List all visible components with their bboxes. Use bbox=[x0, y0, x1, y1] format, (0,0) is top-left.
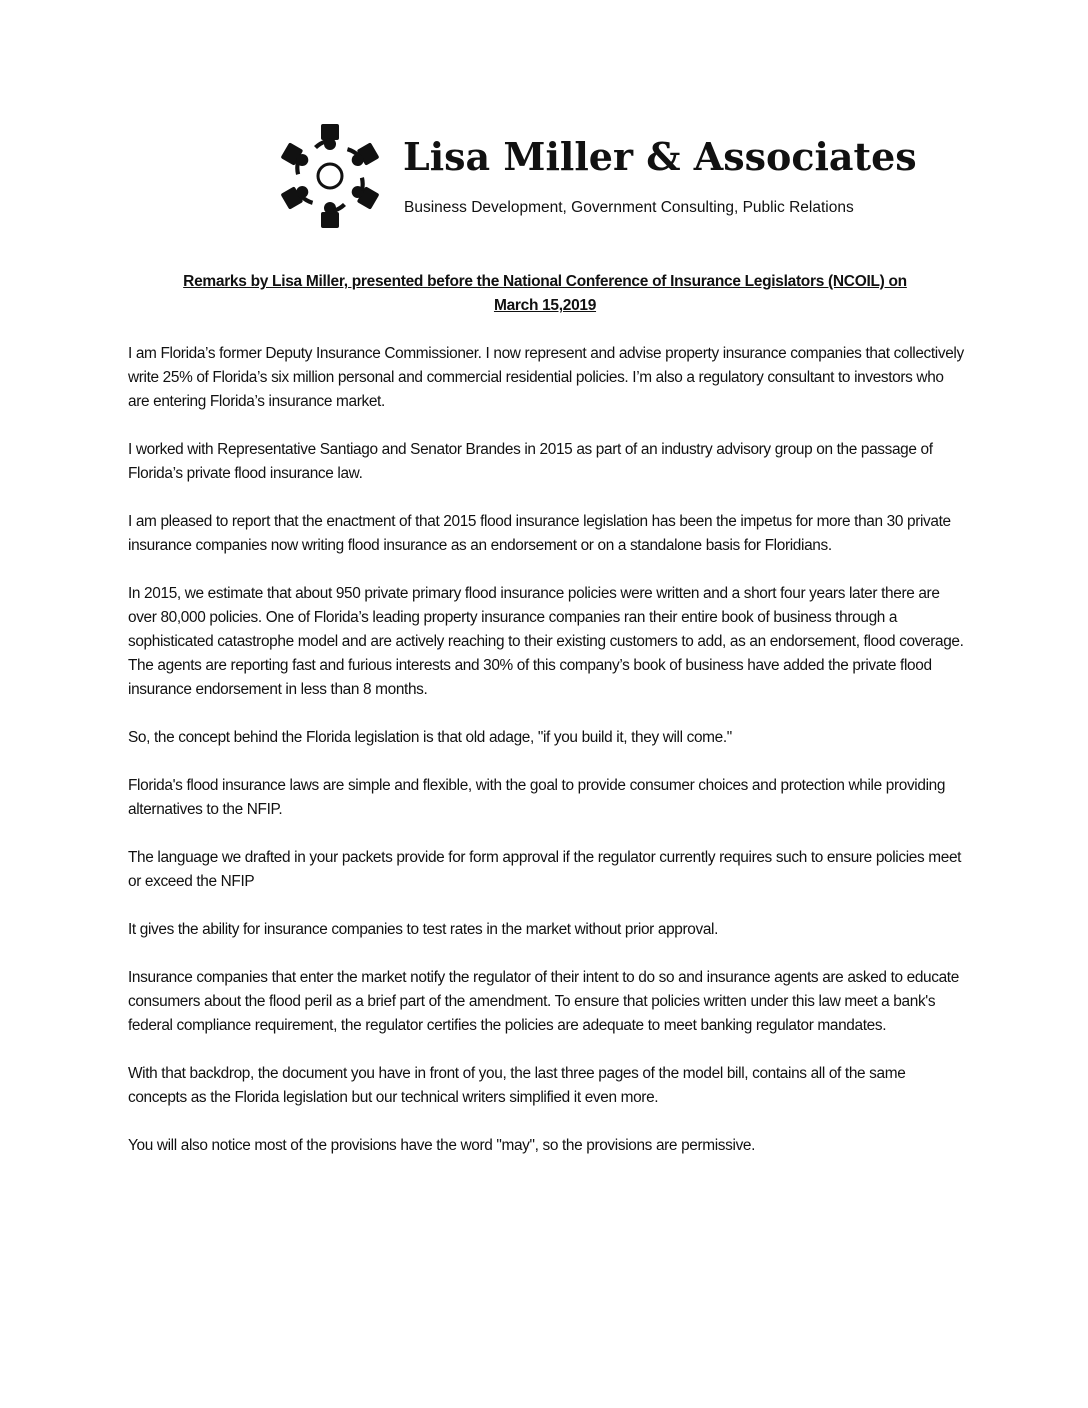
paragraph: I am Florida’s former Deputy Insurance Commissioner. I now represent and advise property insurance companies that collectively write 25% of Florida’s six million personal and commercial residential policies. I’m also a regulatory consultant to investors who are entering Florida’s insurance market. bbox=[128, 345, 964, 410]
document-title bbox=[120, 270, 970, 318]
paragraph: Insurance companies that enter the market notify the regulator of their intent to do so and insurance agents are asked to educate consumers about the flood peril as a brief part of the amendment. To ensure that policies written under this law meet a bank's federal compliance requirement, the regulator certifies the policies are adequate to meet banking regulator mandates. bbox=[128, 969, 959, 1034]
paragraph: It gives the ability for insurance companies to test rates in the market without prior approval. bbox=[128, 921, 719, 938]
document-body bbox=[128, 342, 968, 1182]
people-circle-logo-icon bbox=[278, 124, 382, 228]
firm-name: Lisa Miller & Associates bbox=[403, 134, 917, 179]
paragraph: Florida's flood insurance laws are simple and flexible, with the goal to provide consumer choices and protection while providing alternatives to the NFIP. bbox=[128, 777, 946, 818]
letterhead bbox=[278, 124, 917, 224]
paragraph: In 2015, we estimate that about 950 private primary flood insurance policies were written and a short four years later there are over 80,000 policies. One of Florida’s leading property insurance companies ran their entire book of business through a sophisticated catastrophe model and are actively reaching to their existing customers to add, as an endorsement, flood coverage. The agents are reporting fast and furious interests and 30% of this company’s book of business have added the private flood insurance endorsement in less than 8 months. bbox=[128, 585, 964, 698]
paragraph: I worked with Representative Santiago and Senator Brandes in 2015 as part of an industry advisory group on the passage of Florida’s private flood insurance law. bbox=[128, 441, 933, 482]
paragraph: So, the concept behind the Florida legislation is that old adage, "if you build it, they will come." bbox=[128, 729, 732, 746]
paragraph: You will also notice most of the provisions have the word "may", so the provisions are permissive. bbox=[128, 1137, 756, 1154]
paragraph: The language we drafted in your packets provide for form approval if the regulator currently requires such to ensure policies meet or exceed the NFIP bbox=[128, 849, 962, 890]
firm-tagline: Business Development, Government Consulting, Public Relations bbox=[404, 199, 854, 216]
paragraph: I am pleased to report that the enactment of that 2015 flood insurance legislation has been the impetus for more than 30 private insurance companies now writing flood insurance as an endorsement or on a standalone basis for Floridians. bbox=[128, 513, 951, 554]
title-line-1: Remarks by Lisa Miller, presented before the National Conference of Insurance Legislators (NCOIL) on bbox=[183, 273, 907, 290]
title-line-2: March 15,2019 bbox=[493, 297, 597, 314]
paragraph: With that backdrop, the document you have in front of you, the last three pages of the model bill, contains all of the same concepts as the Florida legislation but our technical writers simplified it even more. bbox=[128, 1065, 906, 1106]
